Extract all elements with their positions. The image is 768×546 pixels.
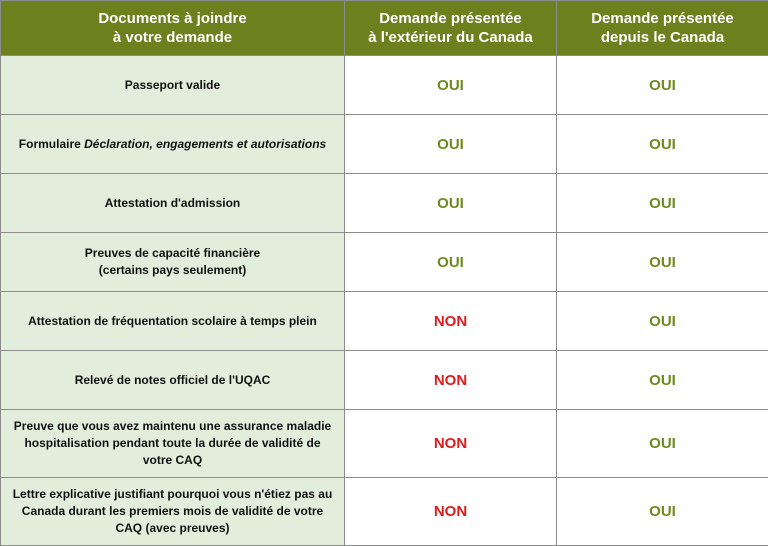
header-documents: [1, 1, 345, 56]
document-label: votre CAQ: [142, 453, 203, 467]
header-outside-line-1: Demande présentée: [379, 10, 522, 27]
document-label: Preuves de capacité financière: [84, 246, 261, 260]
document-label: Preuve que vous avez maintenu une assurance maladie: [13, 419, 332, 433]
table-row: [1, 174, 768, 233]
table-row: [1, 56, 768, 115]
outside-canada-value: OUI: [345, 233, 557, 292]
table-row: [1, 233, 768, 292]
outside-canada-value: OUI: [345, 56, 557, 115]
table-row: [1, 292, 768, 351]
header-documents-line-2: à votre demande: [112, 29, 233, 46]
outside-canada-value: NON: [345, 478, 557, 546]
document-label: Attestation de fréquentation scolaire à temps plein: [28, 313, 317, 328]
document-cell: [1, 56, 345, 115]
table-row: [1, 115, 768, 174]
inside-canada-value: OUI: [557, 478, 768, 546]
header-inside-canada: [557, 1, 768, 56]
header-inside-line-2: depuis le Canada: [600, 29, 725, 46]
document-label-italic: Déclaration, engagements et autorisations: [84, 136, 327, 151]
inside-canada-value: OUI: [557, 115, 768, 174]
document-cell: [1, 292, 345, 351]
outside-canada-value: OUI: [345, 174, 557, 233]
inside-canada-value: OUI: [557, 56, 768, 115]
table-row: [1, 351, 768, 410]
header-documents-line-1: Documents à joindre: [98, 10, 247, 27]
inside-canada-value: OUI: [557, 410, 768, 478]
outside-canada-value: NON: [345, 351, 557, 410]
document-cell: [1, 233, 345, 292]
outside-canada-value: OUI: [345, 115, 557, 174]
document-label: (certains pays seulement): [98, 263, 247, 277]
document-label: CAQ (avec preuves): [115, 521, 230, 535]
document-label: Lettre explicative justifiant pourquoi vous n'étiez pas au: [12, 487, 333, 501]
table-row: [1, 478, 768, 546]
inside-canada-value: OUI: [557, 174, 768, 233]
table-row: [1, 410, 768, 478]
document-label-prefix: Formulaire: [18, 136, 85, 151]
outside-canada-value: NON: [345, 292, 557, 351]
header-outside-line-2: à l'extérieur du Canada: [368, 29, 533, 46]
header-inside-line-1: Demande présentée: [591, 10, 734, 27]
document-label: Canada durant les premiers mois de validité de votre: [21, 504, 324, 518]
document-label: Attestation d'admission: [104, 195, 241, 210]
document-cell: [1, 410, 345, 478]
outside-canada-value: NON: [345, 410, 557, 478]
document-cell: [1, 174, 345, 233]
header-outside-canada: [345, 1, 557, 56]
inside-canada-value: OUI: [557, 233, 768, 292]
document-label: Relevé de notes officiel de l'UQAC: [74, 372, 271, 387]
document-label: Passeport valide: [124, 77, 221, 92]
document-cell: [1, 351, 345, 410]
inside-canada-value: OUI: [557, 292, 768, 351]
header-row: [1, 1, 768, 56]
document-label: hospitalisation pendant toute la durée de validité de: [24, 436, 321, 450]
inside-canada-value: OUI: [557, 351, 768, 410]
document-cell: [1, 115, 345, 174]
document-cell: [1, 478, 345, 546]
